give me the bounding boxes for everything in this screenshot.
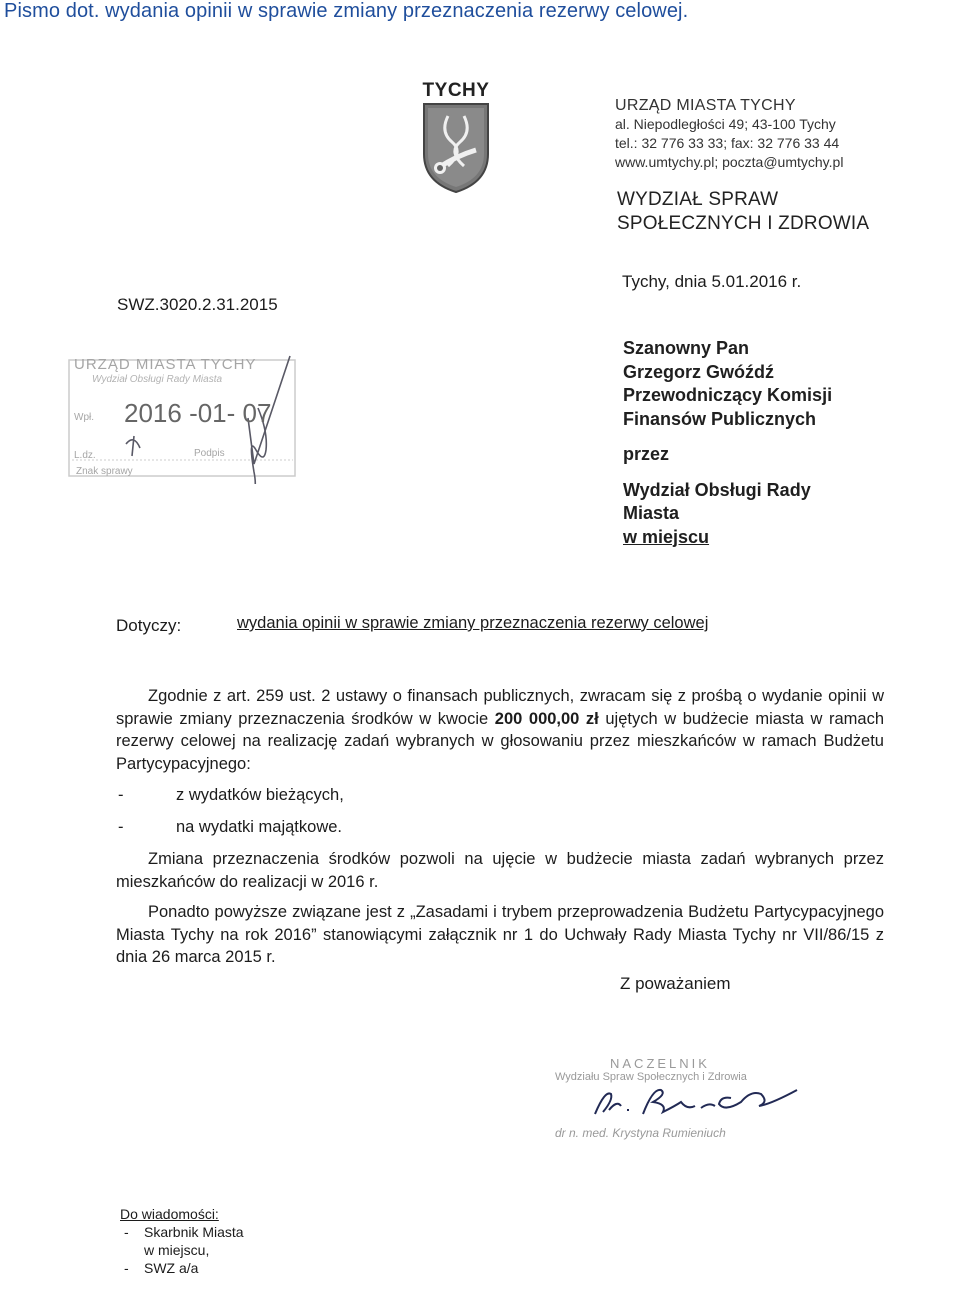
stamp-ref-label: Znak sprawy [76,466,133,477]
department-name [617,188,869,236]
list-item: - na wydatki majątkowe. [118,817,342,836]
received-stamp [68,352,296,484]
office-phone: tel.: 32 776 33 33; fax: 32 776 33 44 [615,135,840,151]
body-p1-start: Zgodnie z art. 259 ust. 2 ustawy o finansach publicznych, zwracam się z prośbą o wydanie opinii w sprawie zmiany przeznaczenia środków w kwocie [116,687,884,728]
body-paragraph-1 [116,685,884,775]
signature-stamp [555,1056,805,1146]
office-header [615,96,843,172]
signature-department: Wydziału Spraw Społecznych i Zdrowia [555,1071,747,1083]
cc-item-continuation [120,1241,244,1259]
stamp-department: Wydział Obsługi Rady Miasta [92,374,223,385]
addressee-salutation: Szanowny Pan [623,338,750,358]
crest-label: TYCHY [422,80,490,101]
closing-phrase: Z poważaniem [620,974,731,993]
cc-item: - SWZ a/a [124,1260,199,1276]
letter-body [116,685,884,969]
cc-item-1-line1: Skarbnik Miasta [144,1224,244,1240]
addressee-dept1: Wydział Obsługi Rady [623,479,811,500]
signature-name: dr n. med. Krystyna Rumieniuch [555,1126,726,1140]
stamp-date: 2016 -01- 07 [124,398,272,428]
addressee-dept2: Miasta [623,503,680,523]
city-crest [418,80,494,199]
subject-label: Dotyczy: [116,616,182,635]
stamp-office: URZĄD MIASTA TYCHY [74,356,257,373]
addressee-committee: Finansów Publicznych [623,408,817,429]
department-line1: WYDZIAŁ SPRAW [617,189,779,210]
cc-item-1-line2: w miejscu, [144,1242,210,1258]
body-p1-end: ujętych w budżecie miasta w ramach rezerwy celowej na realizację zadań wybranych w głosowaniu przez mieszkańców w ramach Budżetu Partycypacyjnego: [116,709,885,773]
stamp-signature-label: Podpis [194,448,225,459]
list-item-2-text: na wydatki majątkowe. [176,817,342,836]
addressee-place: w miejscu [623,526,710,547]
body-paragraph-2: Zmiana przeznaczenia środków pozwoli na ujęcie w budżecie miasta zadań wybranych przez mieszkańców do realizacji w 2016 r. [116,850,884,891]
cc-item: - Skarbnik Miasta [124,1224,244,1240]
cc-block [120,1205,244,1277]
handwritten-signature-icon [591,1080,805,1120]
addressee-role: Przewodniczący Komisji [623,385,833,405]
addressee-via: przez [623,444,670,464]
body-paragraph-3: Ponadto powyższe związane jest z „Zasadami i trybem przeprowadzenia Budżetu Partycypacyjnego Miasta Tychy na rok 2016” stanowiącymi załącznik nr 1 do Uchwały Rady Miasta Tychy nr VII/86/15 z dnia 26 marca 2015 r. [116,903,884,966]
viewer-title: Pismo dot. wydania opinii w sprawie zmiany przeznaczenia rezerwy celowej. [4,0,689,22]
body-amount: 200 000,00 zł [494,709,599,728]
list-item-1-text: z wydatków bieżących, [176,786,344,804]
coat-of-arms-icon [418,102,494,194]
department-line2: SPOŁECZNYCH I ZDROWIA [617,213,870,234]
list-item: - z wydatków bieżących, [118,786,344,804]
cc-item-2: SWZ a/a [144,1260,199,1276]
signature-title: NACZELNIK [610,1056,710,1071]
office-address: al. Niepodległości 49; 43-100 Tychy [615,116,836,132]
subject-text: wydania opinii w sprawie zmiany przeznaczenia rezerwy celowej [237,614,709,632]
date-line: Tychy, dnia 5.01.2016 r. [622,272,802,291]
cc-title: Do wiadomości: [120,1206,219,1222]
addressee-name: Grzegorz Gwóźdź [623,361,775,382]
stamp-received-label: Wpł. [74,412,94,423]
office-web: www.umtychy.pl; poczta@umtychy.pl [615,154,844,170]
addressee-block [623,337,832,549]
stamp-number-label: L.dz. [74,450,96,461]
reference-number: SWZ.3020.2.31.2015 [117,295,278,314]
office-name: URZĄD MIASTA TYCHY [615,97,796,114]
